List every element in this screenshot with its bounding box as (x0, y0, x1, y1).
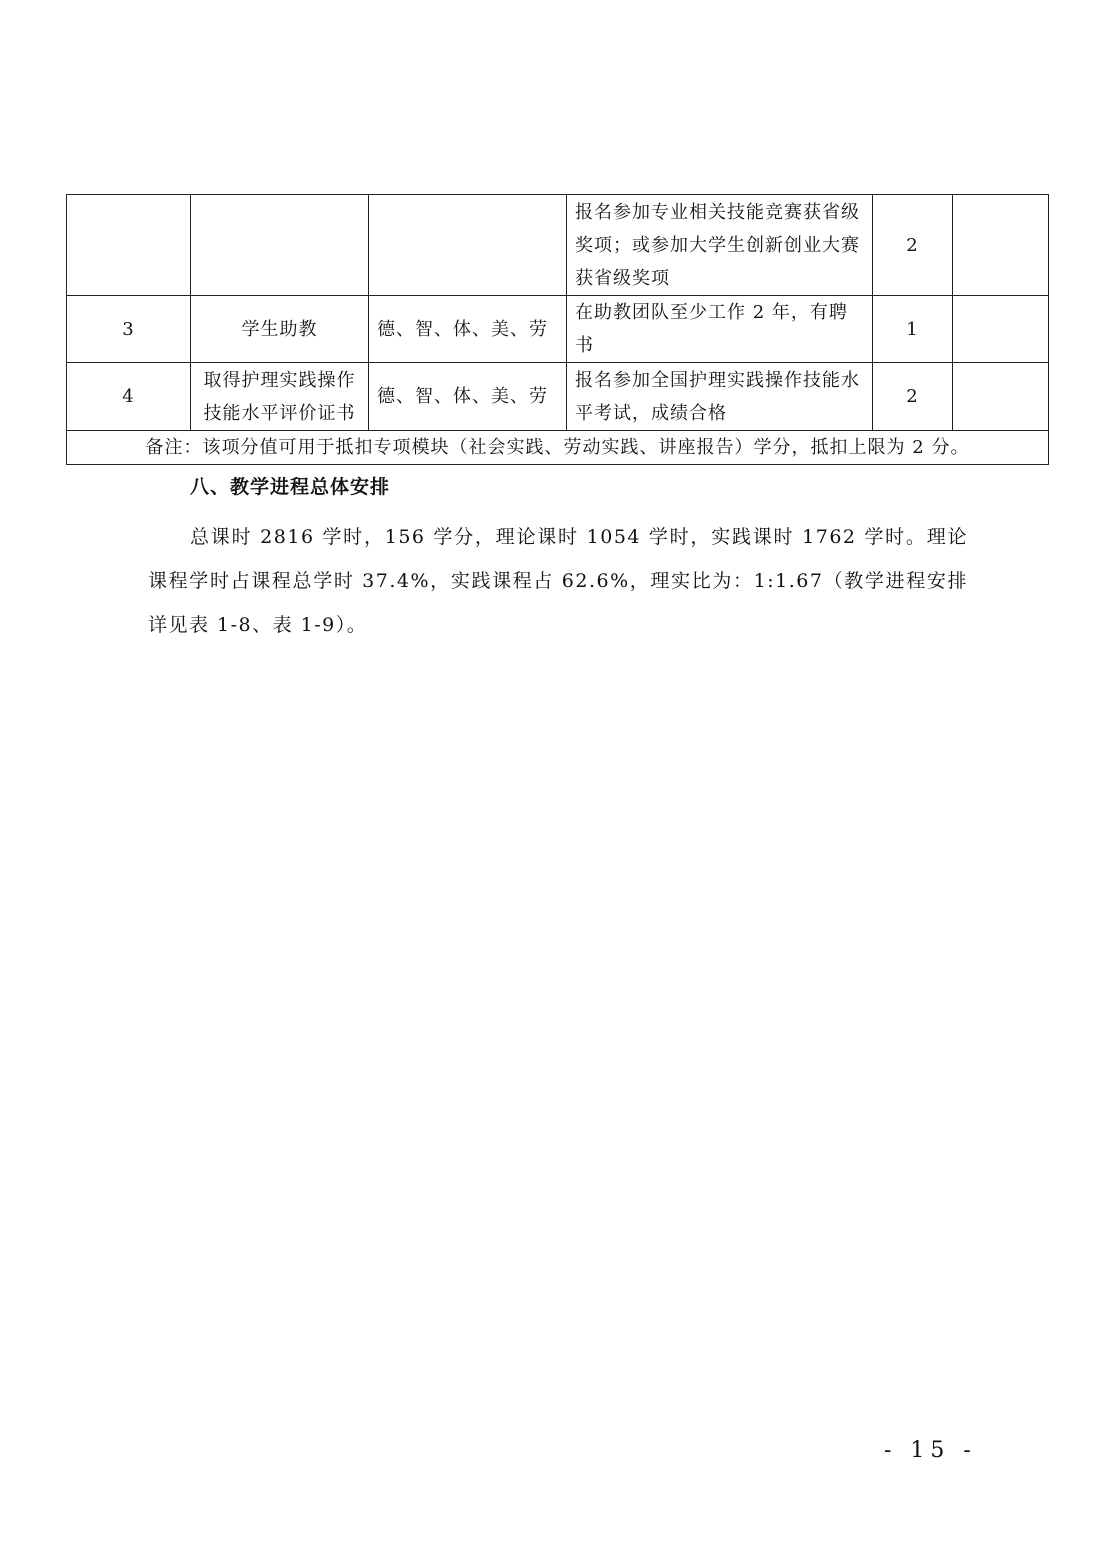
score-cell: 2 (873, 363, 953, 431)
row-number-cell: 4 (67, 363, 191, 431)
requirement-cell: 在助教团队至少工作 2 年，有聘书 (567, 296, 873, 363)
section-heading: 八、教学进程总体安排 (190, 476, 391, 498)
row-number-cell (67, 195, 191, 296)
table-note-row (67, 431, 1049, 465)
page-number: - 15 - (884, 1438, 977, 1463)
item-name-cell: 学生助教 (191, 296, 369, 363)
requirement-cell: 报名参加专业相关技能竞赛获省级奖项；或参加大学生创新创业大赛获省级奖项 (567, 195, 873, 296)
item-name-cell (191, 195, 369, 296)
table-note: 备注：该项分值可用于抵扣专项模块（社会实践、劳动实践、讲座报告）学分，抵扣上限为 2 分。 (67, 431, 1049, 465)
score-cell: 1 (873, 296, 953, 363)
remark-cell (953, 363, 1049, 431)
credit-table (66, 194, 1049, 465)
education-cell: 德、智、体、美、劳 (369, 363, 567, 431)
remark-cell (953, 195, 1049, 296)
education-cell (369, 195, 567, 296)
table-row (67, 363, 1049, 431)
requirement-cell: 报名参加全国护理实践操作技能水平考试，成绩合格 (567, 363, 873, 431)
table-row (67, 195, 1049, 296)
score-cell: 2 (873, 195, 953, 296)
row-number-cell: 3 (67, 296, 191, 363)
section-paragraph: 总课时 2816 学时，156 学分，理论课时 1054 学时，实践课时 1762 学时。理论课程学时占课程总学时 37.4%，实践课程占 62.6%，理实比为：1:1.67（教学进程安排详见表 1-8、表 1-9）。 (148, 526, 968, 636)
remark-cell (953, 296, 1049, 363)
education-cell: 德、智、体、美、劳 (369, 296, 567, 363)
item-name-cell: 取得护理实践操作技能水平评价证书 (191, 363, 369, 431)
table-row (67, 296, 1049, 363)
